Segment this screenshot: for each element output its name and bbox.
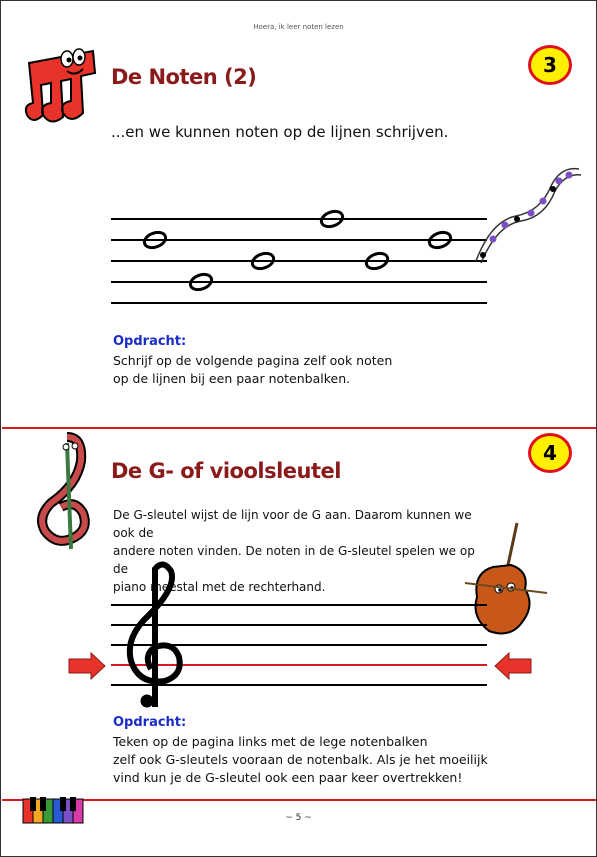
assignment-line: zelf ook G-sleutels vooraan de notenbalk. Als je het moeilijk bbox=[113, 752, 488, 767]
left-pointer-arrow-icon bbox=[69, 653, 105, 679]
music-notes-mascot-icon bbox=[23, 43, 105, 125]
section-3-assignment-label: Opdracht: bbox=[113, 334, 187, 349]
assignment-line: Schrijf op de volgende pagina zelf ook noten bbox=[113, 353, 393, 368]
section-3-title: De Noten (2) bbox=[111, 65, 257, 89]
section-divider bbox=[2, 427, 596, 429]
section-4-title: De G- of vioolsleutel bbox=[111, 459, 341, 483]
running-header: Hoera, ik leer noten lezen bbox=[253, 23, 344, 31]
treble-clef-mascot-icon bbox=[31, 433, 101, 551]
body-line: De G-sleutel wijst de lijn voor de G aan. Daarom kunnen we ook de bbox=[113, 508, 472, 540]
assignment-line: Teken op de pagina links met de lege notenbalken bbox=[113, 734, 428, 749]
assignment-line: vind kun je de G-sleutel ook een paar keer overtrekken! bbox=[113, 770, 463, 785]
section-3-subtitle: ...en we kunnen noten op de lijnen schrijven. bbox=[111, 123, 449, 141]
right-pointer-arrow-icon bbox=[495, 653, 531, 679]
swirling-music-notes-icon bbox=[471, 161, 581, 271]
assignment-line: op de lijnen bij een paar notenbalken. bbox=[113, 371, 351, 386]
section-4-assignment-label: Opdracht: bbox=[113, 715, 187, 730]
page-number: ~ 5 ~ bbox=[285, 813, 312, 823]
body-line: andere noten vinden. De noten in de G-sleutel spelen we op de bbox=[113, 544, 475, 576]
section-3-number-badge: 3 bbox=[528, 45, 572, 85]
section-4-number-badge: 4 bbox=[528, 433, 572, 473]
footer-divider bbox=[2, 799, 596, 801]
staff-with-notes bbox=[111, 201, 491, 311]
body-line: piano meestal met de rechterhand. bbox=[113, 580, 326, 594]
section-4-assignment-text bbox=[113, 733, 488, 787]
staff-with-treble-clef bbox=[111, 561, 491, 711]
section-3-assignment-text bbox=[113, 352, 392, 388]
